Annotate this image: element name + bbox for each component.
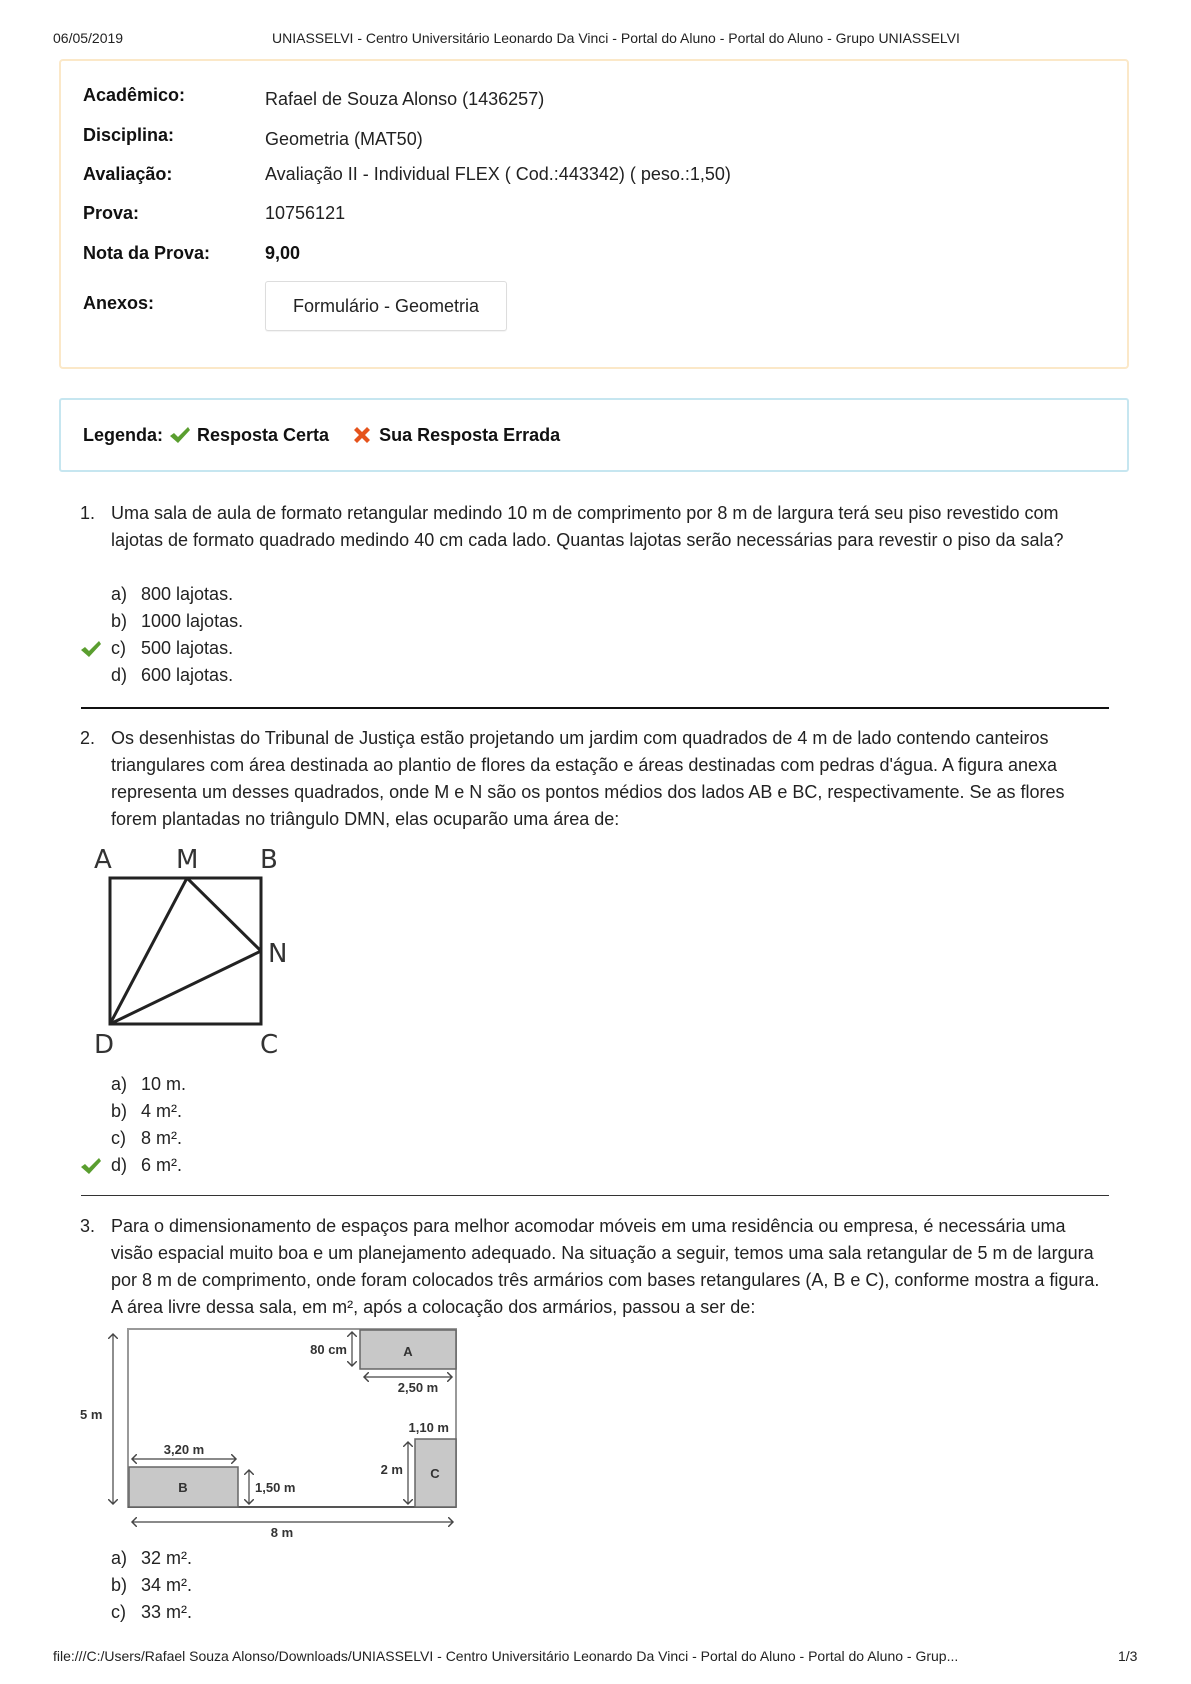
square-dmn-figure <box>88 838 308 1060</box>
avaliacao-label: Avaliação: <box>83 164 173 184</box>
legend-correct-label: Resposta Certa <box>197 424 330 445</box>
option-c: c) 33 m². <box>111 1602 193 1622</box>
exam-info-panel <box>59 59 1129 369</box>
option-b: b) 34 m². <box>111 1575 193 1595</box>
option-d: d) 6 m². <box>111 1152 182 1179</box>
print-date: 06/05/2019 <box>53 30 124 46</box>
svg-text:A: A <box>94 845 112 875</box>
print-page-title: UNIASSELVI - Centro Universitário Leonardo Da Vinci - Portal do Aluno - Portal do Aluno - Grupo UNIASSELVI <box>272 30 960 46</box>
correct-check-icon <box>80 1157 102 1175</box>
room-cabinets-figure <box>80 1322 480 1542</box>
legend-label: Legenda: <box>83 424 164 445</box>
question-separator <box>81 707 1109 709</box>
legend-panel <box>59 398 1129 472</box>
academico-label: Acadêmico: <box>83 85 186 105</box>
prova-label: Prova: <box>83 203 140 223</box>
option-b: b) 4 m². <box>111 1101 183 1121</box>
correct-check-icon <box>80 640 102 658</box>
svg-text:8 m: 8 m <box>270 1525 294 1540</box>
nota-value: 9,00 <box>265 243 301 263</box>
nota-label: Nota da Prova: <box>83 243 211 263</box>
svg-text:C: C <box>430 1466 440 1481</box>
page-number: 1/3 <box>1118 1648 1138 1664</box>
svg-text:1,10 m: 1,10 m <box>408 1420 449 1435</box>
avaliacao-value: Avaliação II - Individual FLEX ( Cod.:443342) ( peso.:1,50) <box>265 164 731 184</box>
svg-text:N: N <box>268 939 288 969</box>
option-a: a) 10 m. <box>111 1074 187 1094</box>
svg-text:5 m: 5 m <box>80 1407 103 1422</box>
question-number: 1. <box>80 503 96 523</box>
question-text: Os desenhistas do Tribunal de Justiça estão projetando um jardim com quadrados de 4 m de lado contendo canteiros triangulares com área destinada ao plantio de flores da estação e áreas destinadas com pedras d'água. A figura anexa representa um desses quadrados, onde M e N são os pontos médios dos lados AB e BC, respectivamente. Se as flores forem plantadas no triângulo DMN, elas ocuparão uma área de: <box>111 728 1065 829</box>
svg-text:3,20 m: 3,20 m <box>163 1442 205 1457</box>
disciplina-value: Geometria (MAT50) <box>265 129 423 149</box>
svg-text:D: D <box>94 1030 115 1060</box>
print-url: file:///C:/Users/Rafael Souza Alonso/Downloads/UNIASSELVI - Centro Universitário Leonardo Da Vinci - Portal do Aluno - Portal do Aluno - Grup... <box>53 1648 959 1664</box>
option-a: a) 32 m². <box>111 1548 193 1568</box>
x-icon <box>351 424 373 446</box>
attachment-formulario-button[interactable]: Formulário - Geometria <box>265 281 507 331</box>
question-text: Para o dimensionamento de espaços para melhor acomodar móveis em uma residência ou empresa, é necessária uma visão espacial muito boa e um planejamento adequado. Na situação a seguir, temos uma sala retangular de 5 m de largura por 8 m de comprimento, onde foram colocados três armários com bases retangulares (A, B e C), conforme mostra a figura. A área livre dessa sala, em m², após a colocação dos armários, passou a ser de: <box>111 1216 1100 1317</box>
disciplina-label: Disciplina: <box>83 125 175 145</box>
prova-value: 10756121 <box>265 203 346 223</box>
svg-text:2,50 m: 2,50 m <box>397 1380 439 1395</box>
option-c: c) 500 lajotas. <box>111 635 233 662</box>
question-number: 2. <box>80 728 96 748</box>
legend-wrong-label: Sua Resposta Errada <box>379 424 561 445</box>
svg-text:B: B <box>260 845 278 875</box>
option-d: d) 600 lajotas. <box>111 665 234 685</box>
anexos-label: Anexos: <box>83 293 155 313</box>
svg-text:2 m: 2 m <box>380 1462 403 1477</box>
svg-text:80 cm: 80 cm <box>310 1342 347 1357</box>
option-a: a) 800 lajotas. <box>111 584 234 604</box>
question-text: Uma sala de aula de formato retangular medindo 10 m de comprimento por 8 m de largura terá seu piso revestido com lajotas de formato quadrado medindo 40 cm cada lado. Quantas lajotas serão necessárias para revestir o piso da sala? <box>111 503 1064 550</box>
svg-text:1,50 m: 1,50 m <box>255 1480 296 1495</box>
option-c: c) 8 m². <box>111 1128 183 1148</box>
question-number: 3. <box>80 1216 96 1236</box>
check-icon <box>169 426 191 444</box>
option-b: b) 1000 lajotas. <box>111 611 244 631</box>
svg-text:M: M <box>176 845 199 875</box>
svg-text:C: C <box>260 1030 279 1060</box>
svg-text:A: A <box>403 1344 413 1359</box>
academico-value: Rafael de Souza Alonso (1436257) <box>265 89 545 109</box>
question-separator <box>81 1195 1109 1196</box>
svg-text:B: B <box>178 1480 188 1495</box>
